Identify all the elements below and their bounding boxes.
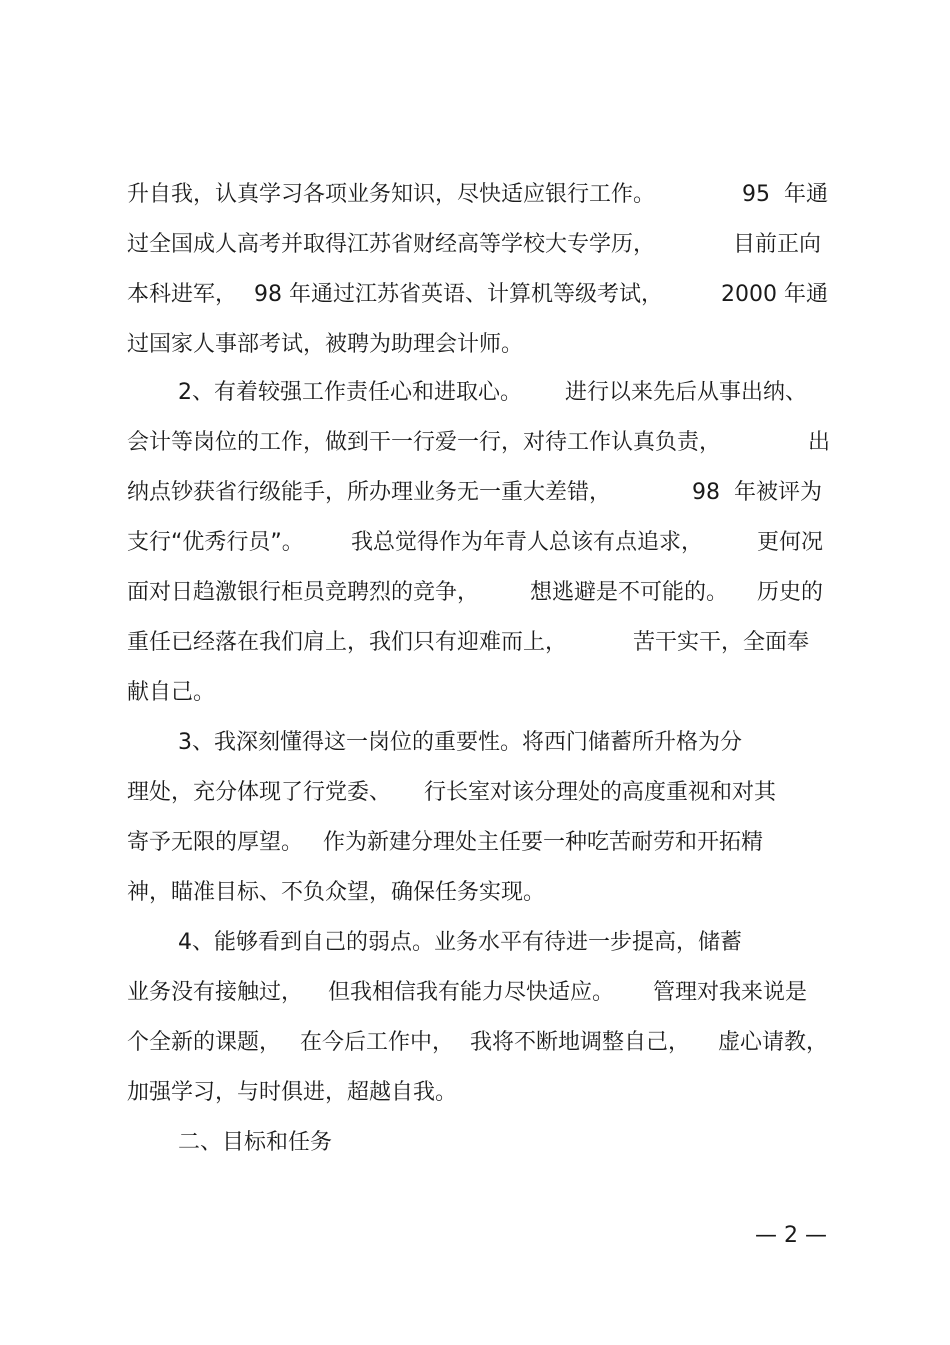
text-segment: 4、能够看到自己的弱点。业务水平有待进一步提高，储蓄 — [178, 930, 742, 955]
text-line — [0, 773, 950, 813]
text-segment: 进行以来先后从事出纳、 — [565, 380, 808, 405]
text-segment: 个全新的课题， — [127, 1030, 282, 1055]
text-segment: 我将不断地调整自己， — [470, 1030, 691, 1055]
text-segment: 虚心请教， — [718, 1030, 829, 1055]
text-line — [0, 923, 950, 963]
text-segment: 业务没有接触过， — [127, 980, 304, 1005]
text-segment: 出 — [808, 430, 831, 455]
text-line — [0, 325, 950, 365]
text-segment: 在今后工作中， — [300, 1030, 455, 1055]
text-segment: 更何况 — [757, 530, 824, 555]
text-segment: 过全国成人高考并取得江苏省财经高等学校大专学历， — [127, 232, 656, 257]
text-line — [0, 373, 950, 413]
text-segment: 95 年通 — [742, 182, 828, 207]
text-segment: 作为新建分理处主任要一种吃苦耐劳和开拓精 — [323, 830, 764, 855]
text-segment: 本科进军， — [127, 282, 238, 307]
text-segment: 苦干实干，全面奉 — [633, 630, 810, 655]
text-line — [0, 823, 950, 863]
text-line — [0, 423, 950, 463]
text-segment: 支行“优秀行员”。 — [127, 530, 304, 555]
text-line — [0, 275, 950, 315]
text-segment: 但我相信我有能力尽快适应。 — [328, 980, 615, 1005]
text-line — [0, 225, 950, 265]
text-segment: 2、有着较强工作责任心和进取心。 — [178, 380, 522, 405]
text-line — [0, 1023, 950, 1063]
text-segment: 我总觉得作为年青人总该有点追求， — [351, 530, 704, 555]
text-segment: 过国家人事部考试，被聘为助理会计师。 — [127, 332, 524, 357]
text-line — [0, 573, 950, 613]
text-segment: 纳点钞获省行级能手，所办理业务无一重大差错， — [127, 480, 612, 505]
text-segment: 管理对我来说是 — [653, 980, 808, 1005]
text-segment: 重任已经落在我们肩上，我们只有迎难而上， — [127, 630, 568, 655]
text-segment: 面对日趋激银行柜员竞聘烈的竞争， — [127, 580, 480, 605]
text-segment: 98 年通过江苏省英语、计算机等级考试， — [254, 282, 663, 307]
section-heading — [0, 1123, 950, 1163]
text-line — [0, 873, 950, 913]
text-segment: 神，瞄准目标、不负众望，确保任务实现。 — [127, 880, 546, 905]
text-segment: 目前正向 — [733, 232, 822, 257]
text-segment: 历史的 — [757, 580, 824, 605]
text-segment: 98 年被评为 — [692, 480, 822, 505]
text-line — [0, 673, 950, 713]
text-segment: 会计等岗位的工作，做到干一行爱一行，对待工作认真负责， — [127, 430, 722, 455]
text-line — [0, 523, 950, 563]
text-line — [0, 175, 950, 215]
text-segment: 升自我，认真学习各项业务知识，尽快适应银行工作。 — [127, 182, 656, 207]
text-line — [0, 473, 950, 513]
text-segment: 加强学习，与时俱进，超越自我。 — [127, 1080, 458, 1105]
text-segment: 献自己。 — [127, 680, 216, 705]
text-segment: 想逃避是不可能的。 — [530, 580, 729, 605]
text-line — [0, 723, 950, 763]
text-segment: 3、我深刻懂得这一岗位的重要性。将西门储蓄所升格为分 — [178, 730, 742, 755]
text-line — [0, 623, 950, 663]
text-segment: 寄予无限的厚望。 — [127, 830, 304, 855]
text-segment: 2000 年通 — [721, 282, 828, 307]
text-segment: 理处，充分体现了行党委、 — [127, 780, 392, 805]
text-segment: 行长室对该分理处的高度重视和对其 — [424, 780, 777, 805]
page-number: — 2 — — [755, 1223, 827, 1248]
text-segment: 二、目标和任务 — [178, 1130, 333, 1155]
text-line — [0, 1073, 950, 1113]
text-line — [0, 973, 950, 1013]
